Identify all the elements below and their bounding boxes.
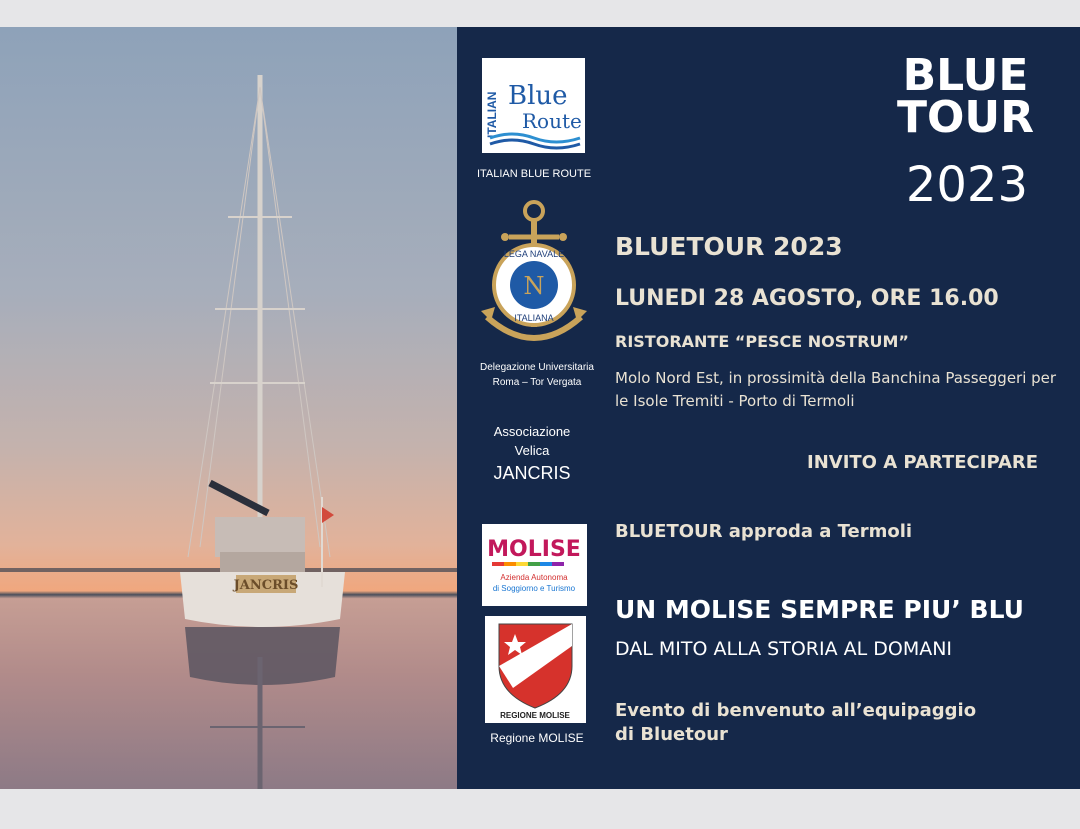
molise-mark: MOLISE	[487, 537, 581, 562]
event-flyer	[0, 27, 1080, 789]
shield-text: REGIONE MOLISE	[500, 711, 570, 720]
welcome-line-2: di Bluetour	[615, 724, 728, 745]
event-address-1: Molo Nord Est, in prossimità della Banchina Passeggeri per	[615, 369, 1057, 387]
logo-italian-text: ITALIAN	[485, 91, 499, 138]
svg-text:N: N	[523, 272, 545, 300]
logo-blue-text: Blue	[508, 81, 568, 111]
sailboat-photo	[0, 27, 457, 789]
italian-blue-route-logo	[482, 58, 585, 153]
subslogan-text: DAL MITO ALLA STORIA AL DOMANI	[615, 638, 953, 660]
bluetour-lands-text: BLUETOUR approda a Termoli	[615, 521, 913, 542]
regione-molise-caption: Regione MOLISE	[490, 731, 584, 745]
title-line-tour: TOUR	[896, 92, 1034, 143]
italian-blue-route-caption: ITALIAN BLUE ROUTE	[476, 168, 592, 180]
invite-text: INVITO A PARTECIPARE	[807, 452, 1039, 473]
lega-navale-caption-2: Roma – Tor Vergata	[492, 377, 582, 388]
jancris-line-1: Associazione	[493, 424, 571, 439]
seal-bottom-text: ITALIANA	[514, 313, 554, 323]
info-panel	[457, 27, 1080, 789]
molise-tourism-logo	[482, 524, 587, 606]
lega-navale-caption-1: Delegazione Universitaria	[480, 362, 594, 373]
title-line-blue: BLUE	[902, 50, 1029, 101]
molise-line-2: di Soggiorno e Turismo	[492, 584, 576, 593]
blue-tour-title	[896, 50, 1034, 143]
lega-navale-emblem	[479, 199, 589, 349]
slogan-text: UN MOLISE SEMPRE PIU’ BLU	[615, 595, 1024, 624]
molise-line-1: Azienda Autonoma	[500, 573, 568, 582]
title-year: 2023	[905, 157, 1028, 213]
event-title: BLUETOUR 2023	[615, 232, 843, 261]
event-venue: RISTORANTE “PESCE NOSTRUM”	[615, 332, 909, 351]
boat-name: JANCRIS	[233, 578, 299, 593]
seal-top-text: LEGA NAVALE	[503, 249, 565, 259]
jancris-line-3: JANCRIS	[493, 463, 571, 483]
logo-route-text: Route	[522, 109, 582, 133]
event-date: LUNEDI 28 AGOSTO, ORE 16.00	[615, 286, 999, 311]
jancris-line-2: Velica	[514, 443, 550, 458]
regione-molise-logo	[485, 616, 586, 723]
welcome-line-1: Evento di benvenuto all’equipaggio	[615, 700, 977, 721]
event-address-2: le Isole Tremiti - Porto di Termoli	[615, 392, 855, 410]
